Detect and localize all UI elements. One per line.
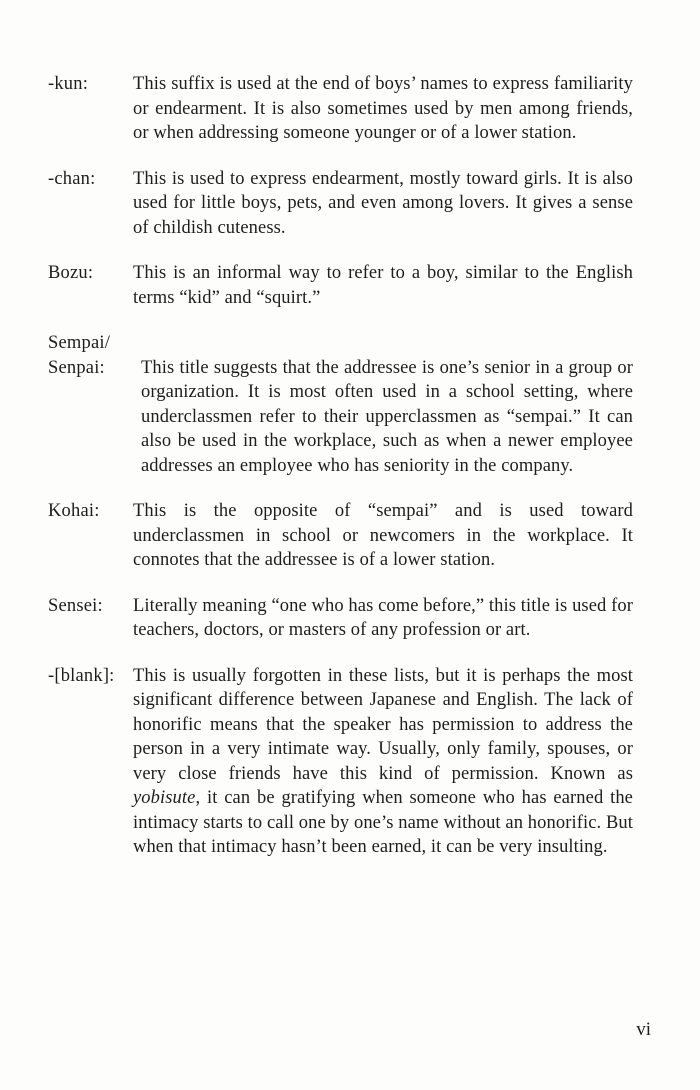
entry-senpai-row [48,356,634,479]
term-description: This title suggests that the addressee is one’s senior in a group or organization. It is most often used in a school setting, where underclassmen refer to their upperclassmen as “sempai.” It can also be used in the workplace, such as when a newer employee addresses an employee who has seniority in the company. [141,357,633,476]
term-label: Sensei: [48,595,103,616]
term-label: Kohai: [48,501,100,521]
term-label-alt-spelling: Sempai/ [48,333,111,353]
italic-term-yobisute: yobisute [133,788,196,808]
entry-blank-honorific [48,664,634,860]
term-description: This is an informal way to refer to a boy, similar to the English terms “kid” and “squirt.” [133,263,633,308]
entry-chan [48,167,634,241]
term-label: Bozu: [48,263,94,283]
term-description: This is the opposite of “sempai” and is used toward underclassmen in school or newcomers in the workplace. It connotes that the addressee is of a lower station. [133,501,633,570]
entry-sensei [48,594,634,643]
term-label: -chan: [48,168,96,189]
page-number: vi [636,1019,651,1040]
term-description: Literally meaning “one who has come before,” this title is used for teachers, doctors, or masters of any profession or art. [133,595,633,640]
term-label: -kun: [48,74,89,94]
entry-bozu [48,261,634,310]
honorifics-list [48,72,634,881]
term-description [133,664,633,860]
entry-sempai-senpai [48,331,634,478]
entry-kun [48,72,634,146]
description-text-after: , it can be gratifying when someone who has earned the intimacy starts to call one by one’s name without an honorific. But when that intimacy hasn’t been earned, it can be very insulting. [133,788,633,857]
term-label: Senpai: [48,357,105,378]
entry-kohai [48,499,634,573]
description-text-before: This is usually forgotten in these lists, but it is perhaps the most significant difference between Japanese and English. The lack of honorific means that the speaker has permission to address the person in a very intimate way. Usually, only family, spouses, or very close friends have this kind of permission. Known as [133,665,633,784]
term-description: This is used to express endearment, mostly toward girls. It is also used for little boys, pets, and even among lovers. It gives a sense of childish cuteness. [133,168,633,238]
term-label: -[blank]: [48,665,115,686]
term-description: This suffix is used at the end of boys’ names to express familiarity or endearment. It is also sometimes used by men among friends, or when addressing someone younger or of a lower station. [133,74,633,143]
